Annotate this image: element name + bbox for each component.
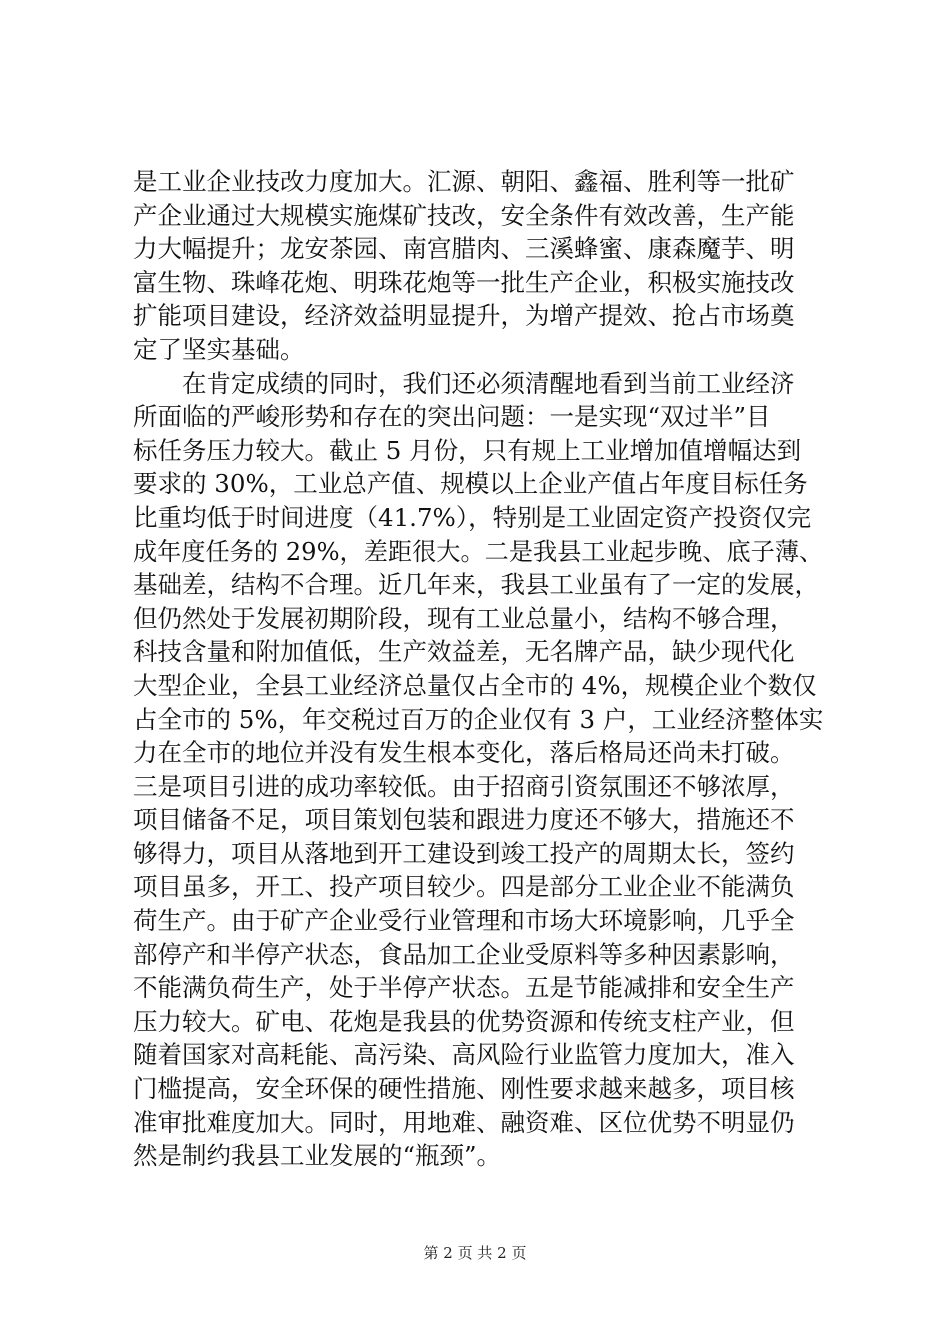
text-line: 不能满负荷生产，处于半停产状态。五是节能减排和安全生产 <box>133 973 795 1003</box>
text-line: 标任务压力较大。截止 5 月份，只有规上工业增加值增幅达到 <box>133 435 802 465</box>
text-line: 基础差，结构不合理。近几年来，我县工业虽有了一定的发展， <box>133 570 819 600</box>
text-line: 要求的 30%，工业总产值、规模以上企业产值占年度目标任务 <box>133 469 808 499</box>
text-line: 部停产和半停产状态，食品加工企业受原料等多种因素影响， <box>133 939 795 969</box>
text-line: 占全市的 5%，年交税过百万的企业仅有 3 户，工业经济整体实 <box>133 704 824 734</box>
text-line: 力在全市的地位并没有发生根本变化，落后格局还尚未打破。 <box>133 738 795 768</box>
text-line: 在肯定成绩的同时，我们还必须清醒地看到当前工业经济 <box>133 368 795 398</box>
text-line: 但仍然处于发展初期阶段，现有工业总量小，结构不够合理， <box>133 603 795 633</box>
text-line: 然是制约我县工业发展的“瓶颈”。 <box>133 1141 502 1171</box>
text-line: 门槛提高，安全环保的硬性措施、刚性要求越来越多，项目核 <box>133 1074 795 1104</box>
body-text <box>133 165 823 1173</box>
text-line: 压力较大。矿电、花炮是我县的优势资源和传统支柱产业，但 <box>133 1006 795 1036</box>
text-line: 扩能项目建设，经济效益明显提升，为增产提效、抢占市场奠 <box>133 301 795 331</box>
text-line: 成年度任务的 29%，差距很大。二是我县工业起步晚、底子薄、 <box>133 536 824 566</box>
text-line: 定了坚实基础。 <box>133 334 305 364</box>
text-line: 准审批难度加大。同时，用地难、融资难、区位优势不明显仍 <box>133 1107 795 1137</box>
page-footer: 第 2 页 共 2 页 <box>423 1244 527 1262</box>
text-line: 是工业企业技改力度加大。汇源、朝阳、鑫福、胜利等一批矿 <box>133 167 795 196</box>
text-line: 随着国家对高耗能、高污染、高风险行业监管力度加大，准入 <box>133 1040 795 1070</box>
text-line: 项目储备不足，项目策划包装和跟进力度还不够大，措施还不 <box>133 805 795 835</box>
text-line: 比重均低于时间进度（41.7%），特别是工业固定资产投资仅完 <box>133 502 812 532</box>
text-line: 三是项目引进的成功率较低。由于招商引资氛围还不够浓厚， <box>133 771 795 801</box>
text-line: 所面临的严峻形势和存在的突出问题：一是实现“双过半”目 <box>133 402 771 432</box>
text-line: 荷生产。由于矿产企业受行业管理和市场大环境影响，几乎全 <box>133 906 795 936</box>
text-line: 科技含量和附加值低，生产效益差，无名牌产品，缺少现代化 <box>133 637 795 667</box>
text-line: 够得力，项目从落地到开工建设到竣工投产的周期太长，签约 <box>133 838 795 868</box>
text-line: 项目虽多，开工、投产项目较少。四是部分工业企业不能满负 <box>133 872 795 902</box>
text-line: 富生物、珠峰花炮、明珠花炮等一批生产企业，积极实施技改 <box>133 267 795 297</box>
text-line: 大型企业，全县工业经济总量仅占全市的 4%，规模企业个数仅 <box>133 670 817 700</box>
text-line: 产企业通过大规模实施煤矿技改，安全条件有效改善，生产能 <box>133 200 795 230</box>
text-line: 力大幅提升；龙安茶园、南宫腊肉、三溪蜂蜜、康森魔芋、明 <box>133 234 795 264</box>
